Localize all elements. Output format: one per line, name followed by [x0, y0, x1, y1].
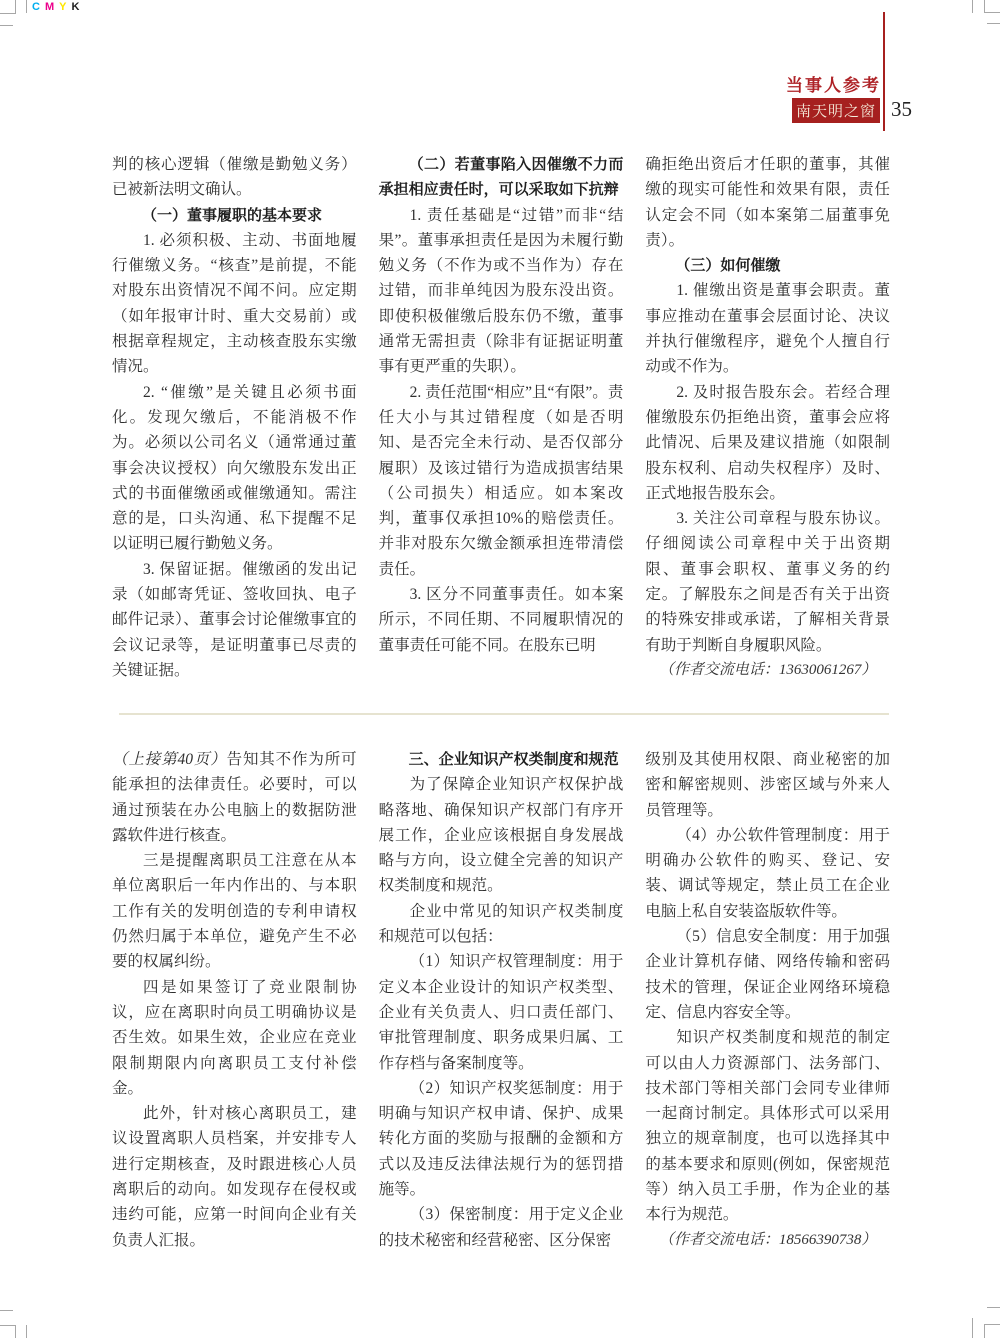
- crop-mark-top-right-vertical: [972, 0, 973, 13]
- upper-column-1: [112, 152, 357, 683]
- crop-mark-top-left-horizontal: [0, 25, 13, 26]
- paragraph: 1. 责任基础是“过错”而非“结果”。董事承担责任是因为未履行勤勉义务（不作为或不当作为）存在过错，而非单纯因为股东没出资。即使积极催缴后股东仍不缴，董事通常无需担责（除非有证据证明董事有更严重的失职）。: [378, 206, 624, 376]
- upper-column-2: [379, 152, 624, 683]
- crop-mark-bottom-left-vertical: [26, 1325, 27, 1338]
- paragraph: 3. 区分不同董事责任。如本案所示，不同任期、不同履职情况的董事责任可能不同。在股东已明: [378, 586, 624, 654]
- continued-from-note: （上接第40页）: [112, 751, 227, 768]
- header-red-rule: [883, 12, 885, 131]
- paragraph: 此外，针对核心离职员工，建议设置离职人员档案，并安排专人进行定期核查，及时跟进核心人员离职后的动向。如发现存在侵权或违约可能，应第一时间向企业有关负责人汇报。: [112, 1105, 357, 1249]
- paragraph: （作者交流电话：13630061267）: [658, 661, 877, 678]
- paragraph: 2. “催缴”是关键且必须书面化。发现欠缴后，不能消极不作为。必须以公司名义（通常通过董事会决议授权）向欠缴股东发出正式的书面催缴函或催缴通知。需注意的是，口头沟通、私下提醒不足以证明已履行勤勉义务。: [112, 383, 357, 553]
- paragraph: 为了保障企业知识产权保护战略落地、确保知识产权部门有序开展工作，企业应该根据自身发展战略与方向，设立健全完善的知识产权类制度和规范。: [378, 776, 624, 895]
- cmyk-print-strip: [32, 1, 79, 13]
- crop-mark-bottom-left-horizontal: [0, 1310, 13, 1311]
- paragraph: （作者交流电话：18566390738）: [658, 1231, 877, 1248]
- header-column-badge-label: 南天明之窗: [795, 104, 876, 120]
- paragraph: （一）董事履职的基本要求: [142, 206, 323, 224]
- lower-column-1: [112, 747, 357, 1253]
- section-divider: [119, 713, 889, 715]
- paragraph: 1. 催缴出资是董事会职责。董事应推动在董事会层面讨论、决议并执行催缴程序，避免个人擅自行动或不作为。: [645, 282, 890, 376]
- lower-article: [112, 747, 890, 1253]
- crop-mark-top-right-horizontal: [987, 23, 1000, 24]
- cmyk-letter: K: [71, 1, 80, 13]
- lower-column-2: [379, 747, 624, 1253]
- cmyk-letter: Y: [59, 1, 67, 13]
- paragraph: （二）若董事陷入因催缴不力而承担相应责任时，可以采取如下抗辩: [378, 156, 624, 199]
- upper-article: [112, 152, 890, 683]
- paragraph: 2. 及时报告股东会。若经合理催缴股东仍拒绝出资，董事会应将此情况、后果及建议措施（如限制股东权利、启动失权程序）及时、正式地报告股东会。: [645, 383, 890, 502]
- paragraph: （4）办公软件管理制度：用于明确办公软件的购买、登记、安装、调试等规定，禁止员工在企业电脑上私自安装盗版软件等。: [645, 826, 890, 920]
- cmyk-letter: M: [44, 1, 55, 13]
- paragraph: 企业中常见的知识产权类制度和规范可以包括：: [378, 902, 624, 946]
- paragraph: （3）保密制度：用于定义企业的技术秘密和经营秘密、区分保密: [378, 1206, 624, 1249]
- paragraph: 确拒绝出资后才任职的董事，其催缴的现实可能性和效果有限，责任认定会不同（如本案第二届董事免责）。: [645, 156, 890, 249]
- crop-mark-bottom-right-vertical: [972, 1318, 973, 1338]
- paragraph: 三、企业知识产权类制度和规范: [408, 751, 619, 768]
- crop-mark-bottom-left-box: [0, 1325, 16, 1338]
- page-number: 35: [891, 97, 912, 121]
- paragraph: 三是提醒离职员工注意在从本单位离职后一年内作出的、与本职工作有关的发明创造的专利申请权仍然归属于本单位，避免产生不必要的权属纠纷。: [112, 852, 357, 971]
- cmyk-letter: C: [32, 1, 40, 13]
- paragraph: 1. 必须积极、主动、书面地履行催缴义务。“核查”是前提，不能对股东出资情况不闻不问。应定期（如年报审计时、重大交易前）或根据章程规定，主动核查股东实缴情况。: [112, 231, 357, 376]
- paragraph: 2. 责任范围“相应”且“有限”。责任大小与其过错程度（如是否明知、是否完全未行动、是否仅部分履职）及该过错行为造成损害结果（公司损失）相适应。如本案改判，董事仅承担10%的赔偿责任。并非对股东欠缴金额承担连带清偿责任。: [378, 383, 624, 578]
- paragraph: （三）如何催缴: [675, 257, 781, 275]
- crop-mark-bottom-right-horizontal: [987, 1307, 1000, 1308]
- paragraph: 判的核心逻辑（催缴是勤勉义务）已被新法明文确认。: [112, 156, 357, 199]
- paragraph: （上接第40页）告知其不作为所可能承担的法律责任。必要时，可以通过预装在办公电脑上的数据防泄露软件进行核查。: [112, 751, 357, 844]
- paragraph: 四是如果签订了竞业限制协议，应在离职时向员工明确协议是否生效。如果生效，企业应在竞业限制期限内向离职员工支付补偿金。: [112, 978, 357, 1097]
- crop-mark-top-left-vertical: [26, 0, 27, 13]
- paragraph: （2）知识产权奖惩制度：用于明确与知识产权申请、保护、成果转化方面的奖励与报酬的金额和方式以及违反法律法规行为的惩罚措施等。: [378, 1079, 624, 1199]
- paragraph: （5）信息安全制度：用于加强企业计算机存储、网络传输和密码技术的管理，保证企业网络环境稳定、信息内容安全等。: [645, 928, 890, 1021]
- upper-column-3: [645, 152, 890, 683]
- header-section-label: 当事人参考: [786, 76, 881, 95]
- crop-mark-top-right-box: [984, 0, 1000, 13]
- lower-column-3: [645, 747, 890, 1253]
- paragraph: 3. 保留证据。催缴函的发出记录（如邮寄凭证、签收回执、电子邮件记录）、董事会讨论催缴事宜的会议记录等，是证明董事已尽责的关键证据。: [112, 560, 357, 679]
- paragraph: 3. 关注公司章程与股东协议。仔细阅读公司章程中关于出资期限、董事会职权、董事义务的约定。了解股东之间是否有关于出资的特殊安排或承诺，了解相关背景有助于判断自身履职风险。: [645, 510, 890, 654]
- paragraph: 知识产权类制度和规范的制定可以由人力资源部门、法务部门、技术部门等相关部门会同专业律师一起商讨制定。具体形式可以采用独立的规章制度，也可以选择其中的基本要求和原则(例如，保密规范等）纳入员工手册，作为企业的基本行为规范。: [645, 1029, 890, 1224]
- crop-mark-top-left-box: [0, 0, 16, 14]
- paragraph: 级别及其使用权限、商业秘密的加密和解密规则、涉密区域与外来人员管理等。: [645, 751, 890, 819]
- paragraph: （1）知识产权管理制度：用于定义本企业设计的知识产权类型、企业有关负责人、归口责任部门、审批管理制度、职务成果归属、工作存档与备案制度等。: [378, 953, 624, 1072]
- header-column-badge: [792, 98, 880, 123]
- crop-mark-bottom-right-box: [984, 1324, 1000, 1338]
